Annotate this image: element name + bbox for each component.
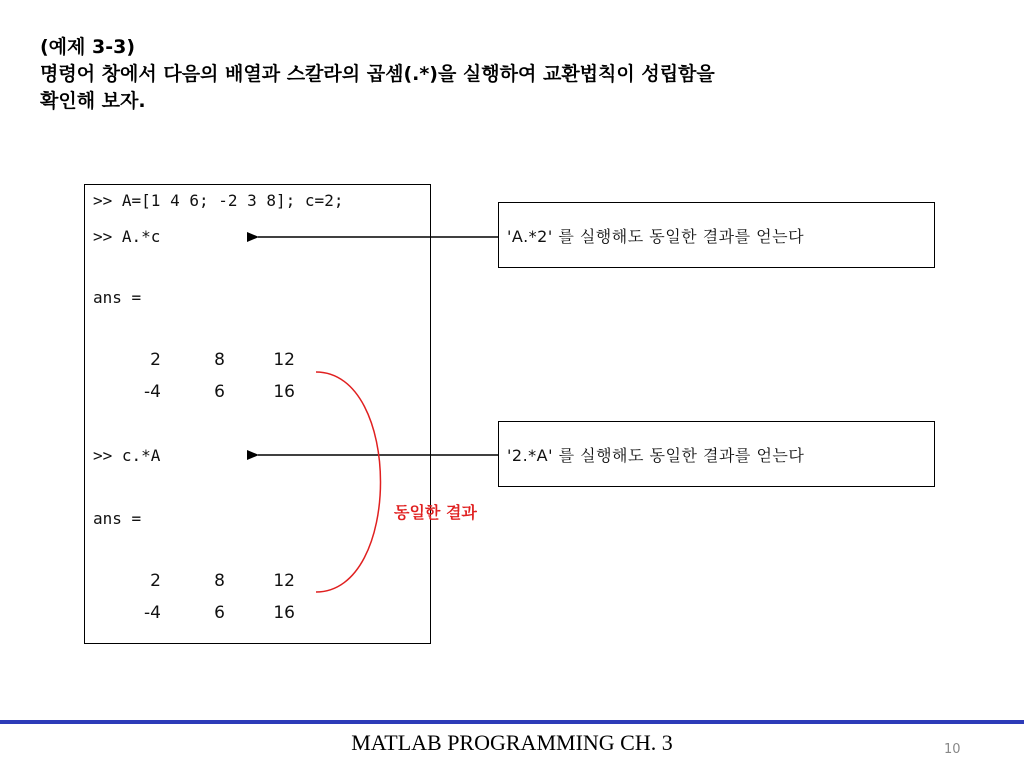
instruction-line-2: 확인해 보자.: [40, 90, 146, 112]
footer-title: MATLAB PROGRAMMING CH. 3: [351, 730, 673, 755]
ans-label-1: ans =: [93, 288, 142, 307]
result2-cell: 8: [214, 571, 225, 591]
result1-cell: 6: [214, 382, 225, 402]
ans-label-2: ans =: [93, 509, 142, 528]
example-number: (예제 3-3): [40, 36, 136, 58]
result2-cell: 12: [273, 571, 295, 591]
note-box-1: 'A.*2' 를 실행해도 동일한 결과를 얻는다: [498, 202, 935, 268]
command-line-2: >> A.*c: [93, 227, 161, 246]
result1-cell: 16: [273, 382, 295, 402]
page-number: 10: [944, 742, 961, 757]
command-window: [84, 184, 431, 644]
same-result-label: 동일한 결과: [394, 503, 477, 522]
footer-rule: [0, 720, 1024, 724]
result2-cell: 6: [214, 603, 225, 623]
result2-cell: -4: [144, 603, 161, 623]
command-line-3: >> c.*A: [93, 446, 161, 465]
result1-cell: 8: [214, 350, 225, 370]
slide-heading: [40, 34, 715, 115]
result1-cell: 12: [273, 350, 295, 370]
result2-cell: 16: [273, 603, 295, 623]
command-line-1: >> A=[1 4 6; -2 3 8]; c=2;: [93, 191, 344, 210]
instruction-line-1: 명령어 창에서 다음의 배열과 스칼라의 곱셈(.*)을 실행하여 교환법칙이 성립함을: [40, 63, 715, 85]
result2-cell: 2: [150, 571, 161, 591]
result1-cell: 2: [150, 350, 161, 370]
result1-cell: -4: [144, 382, 161, 402]
note-box-2: '2.*A' 를 실행해도 동일한 결과를 얻는다: [498, 421, 935, 487]
